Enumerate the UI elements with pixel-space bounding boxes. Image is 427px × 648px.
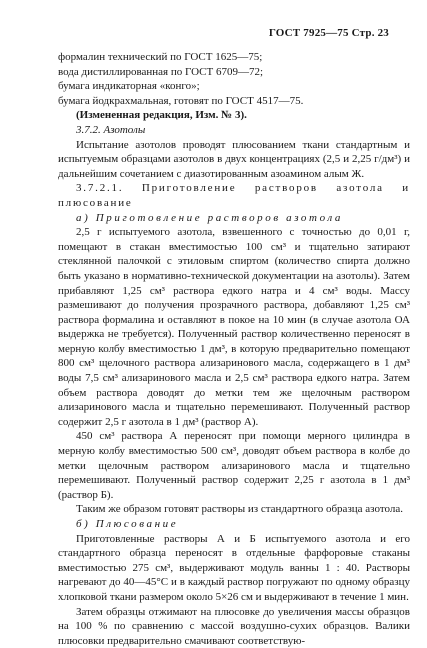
paragraph-a-1: 2,5 г испытуемого азотола, взвешенного с точностью до 0,01 г, помещают в стакан вместимостью 100 см³ и тщательно затирают стеклянной палочкой с этиловым спиртом (количество спирта должно быть указано в нормативно-технической документации на азотолы). Затем прибавляют 1,25 см³ раствора едкого натра и 4 см³ воды. Массу размешивают до получения прозрачного раствора, добавляют 1,25 см³ раствора формалина и оставляют в покое на 10 мин (в случае азотола ОА выдержка не требуется). Полученный раствор количественно переносят в мерную колбу вместимостью 1 дм³, в которую предварительно помещают 800 см³ щелочного раствора ализаринового масла, содержащего в 1 дм³ воды 7,5 см³ ализаринового масла и 2,5 см³ раствора едкого натра. Затем объем раствора доводят до метки тем же щелочным раствором ализаринового масла и тщательно перемешивают. Полученный раствор содержит 2,5 г азотола в 1 дм³ (раствор А). [58, 226, 410, 428]
material-item: вода дистиллированная по ГОСТ 6709—72; [58, 65, 264, 78]
paragraph-a-2: 450 см³ раствора А переносят при помощи мерного цилиндра в мерную колбу вместимостью 500 см³, доводят объем раствора в колбе до метки щелочным раствором ализаринового масла и тщательно перемешивают. Полученный раствор содержит 2,25 г азотола в 1 дм³ (раствор Б). [58, 430, 410, 501]
section-paragraph: Испытание азотолов проводят плюсованием ткани стандартным и испытуемым образцами азотолов в двух концентрациях (2,5 и 2,25 г/дм³) и дальнейшим сочетанием с диазотированным азоамином алым Ж. [58, 138, 410, 180]
material-item: бумага индикаторная «конго»; [58, 80, 200, 93]
material-item: формалин технический по ГОСТ 1625—75; [58, 51, 263, 63]
change-note: (Измененная редакция, Изм. № 3). [76, 109, 247, 122]
paragraph-b-1: Приготовленные растворы А и Б испытуемого азотола и его стандартного образца переносят в отдельные фарфоровые стаканы вместимостью 275 см³, выдерживают модуль ванны 1 : 40. Растворы нагревают до 40—45°С и в каждый раствор погружают по одному образцу хлопковой ткани размером около 5×26 см и выдерживают в течение 1 мин. [58, 532, 410, 603]
material-item: бумага йодкрахмальная, готовят по ГОСТ 4517—75. [58, 94, 304, 107]
page-header: ГОСТ 7925—75 Стр. 23 [268, 27, 389, 39]
document-body [58, 50, 410, 648]
subheading-b: б) Плюсование [76, 518, 179, 530]
section-heading-3-7-2: 3.7.2. Азотолы [76, 123, 146, 136]
paragraph-b-2: Затем образцы отжимают на плюсовке до увеличения массы образцов на 100 % по сравнению с массой воздушно-сухих образцов. Валики плюсовки предварительно смачивают соответствую- [58, 605, 410, 647]
subsection-heading-3-7-2-1: 3.7.2.1. Приготовление растворов азотола и плюсование [58, 182, 410, 209]
subheading-a: а) Приготовление растворов азотола [76, 211, 344, 224]
paragraph-a-3: Таким же образом готовят растворы из стандартного образца азотола. [76, 503, 403, 516]
